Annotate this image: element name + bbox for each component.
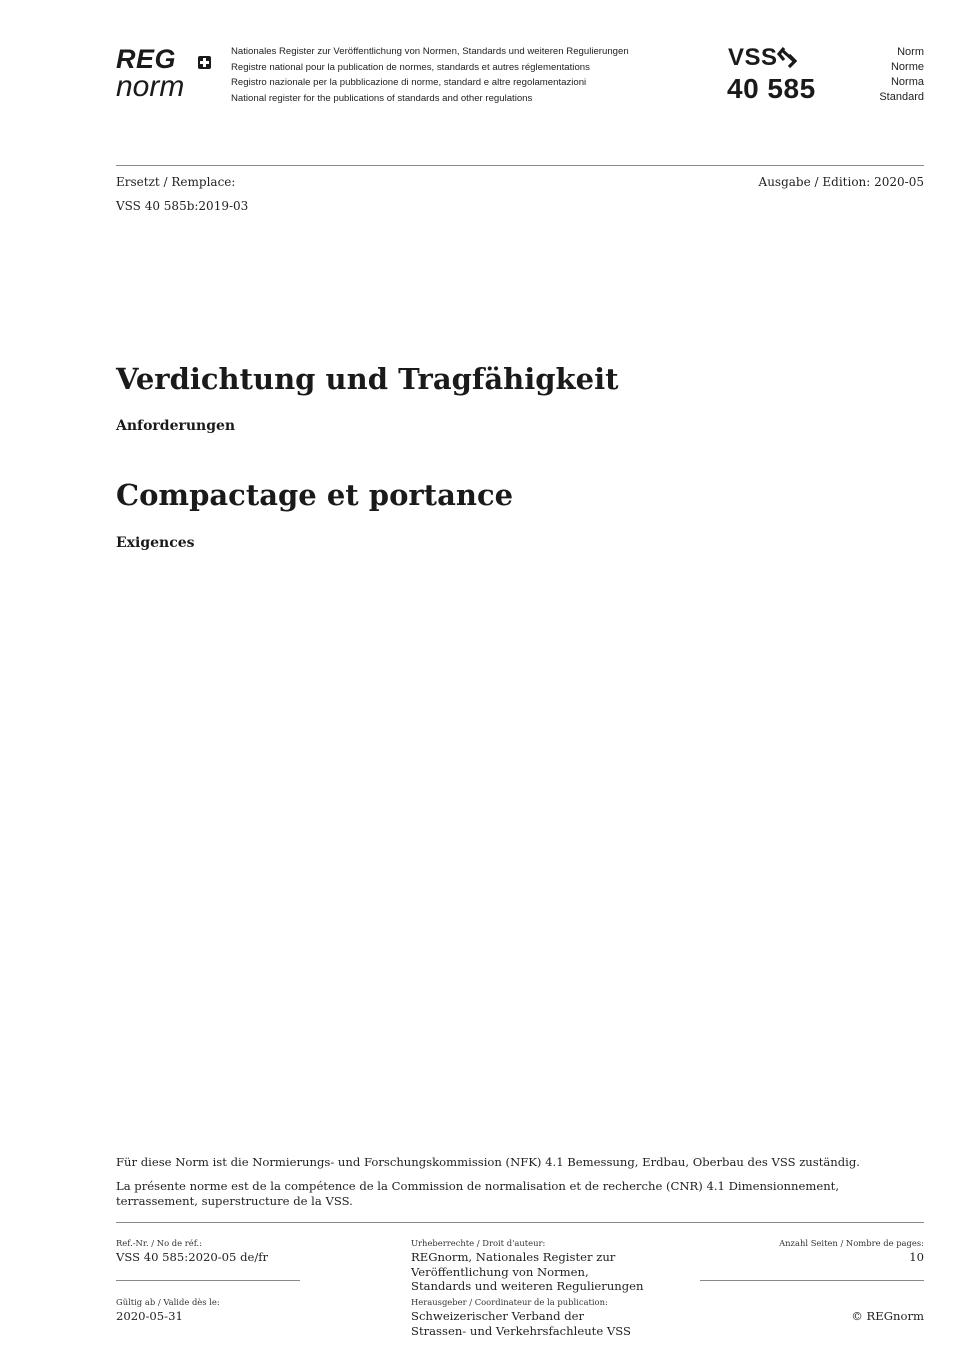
regnorm-logo xyxy=(116,44,216,104)
responsibility-german: Für diese Norm ist die Normierungs- und Forschungskommission (NFK) 4.1 Bemessung, Erdbau, Oberbau des VSS zuständig. xyxy=(116,1155,860,1169)
title-french: Compactage et portance xyxy=(116,478,514,512)
doc-type-it: Norma xyxy=(890,76,924,88)
vss-logo xyxy=(728,44,838,74)
register-line-en: National register for the publications of standards and other regulations xyxy=(231,92,533,104)
responsibility-french: La présente norme est de la compétence de la Commission de normalisation et de recherche (CNR) 4.1 Dimensionnement, terrassement, superstructure de la VSS. xyxy=(116,1179,840,1208)
subtitle-french: Exigences xyxy=(116,535,195,551)
document-type-list xyxy=(879,45,924,105)
register-line-fr: Registre national pour la publication de normes, standards et autres réglementations xyxy=(231,61,590,73)
copyright-value: REGnorm, Nationales Register zur Veröffentlichung von Normen, Standards und weiteren Regulierungen xyxy=(411,1250,644,1294)
publisher-value: Schweizerischer Verband der Strassen- und Verkehrsfachleute VSS xyxy=(411,1309,631,1338)
footer-divider xyxy=(116,1222,924,1223)
publisher-label: Herausgeber / Coordinateur de la publication: xyxy=(411,1297,608,1307)
vss-chevron-icon xyxy=(776,45,804,73)
valid-label: Gültig ab / Valide dès le: xyxy=(116,1297,220,1307)
regnorm-logo-reg: REG xyxy=(116,44,177,74)
title-german: Verdichtung und Tragfähigkeit xyxy=(116,362,619,396)
vss-logo-text: VSS xyxy=(728,44,778,71)
doc-type-fr: Norme xyxy=(890,61,924,73)
doc-type-en: Standard xyxy=(879,91,924,103)
register-line-it: Registro nazionale per la pubblicazione di norme, standard e altre regolamentazioni xyxy=(231,77,587,89)
copyright-label: Urheberrechte / Droit d'auteur: xyxy=(411,1238,546,1248)
doc-type-de: Norm xyxy=(897,46,924,58)
pages-value: 10 xyxy=(909,1250,924,1264)
ref-label: Ref.-Nr. / No de réf.: xyxy=(116,1238,203,1248)
edition: Ausgabe / Edition: 2020-05 xyxy=(758,175,924,189)
standard-number: 40 585 xyxy=(727,73,816,104)
subtitle-german: Anforderungen xyxy=(116,418,236,434)
replaces-label: Ersetzt / Remplace: xyxy=(116,175,236,189)
pages-label: Anzahl Seiten / Nombre de pages: xyxy=(779,1238,924,1248)
ref-underline xyxy=(116,1280,300,1281)
register-description xyxy=(231,44,671,106)
replaces-value: VSS 40 585b:2019-03 xyxy=(116,199,249,213)
pages-underline xyxy=(700,1280,924,1281)
copyright-mark: © REGnorm xyxy=(851,1309,924,1323)
regnorm-logo-norm: norm xyxy=(116,70,185,103)
valid-value: 2020-05-31 xyxy=(116,1309,183,1323)
register-line-de: Nationales Register zur Veröffentlichung von Normen, Standards und weiteren Regulierungen xyxy=(231,46,629,57)
ref-value: VSS 40 585:2020-05 de/fr xyxy=(116,1250,269,1264)
header-divider xyxy=(116,165,924,166)
swiss-cross-icon xyxy=(198,56,211,69)
